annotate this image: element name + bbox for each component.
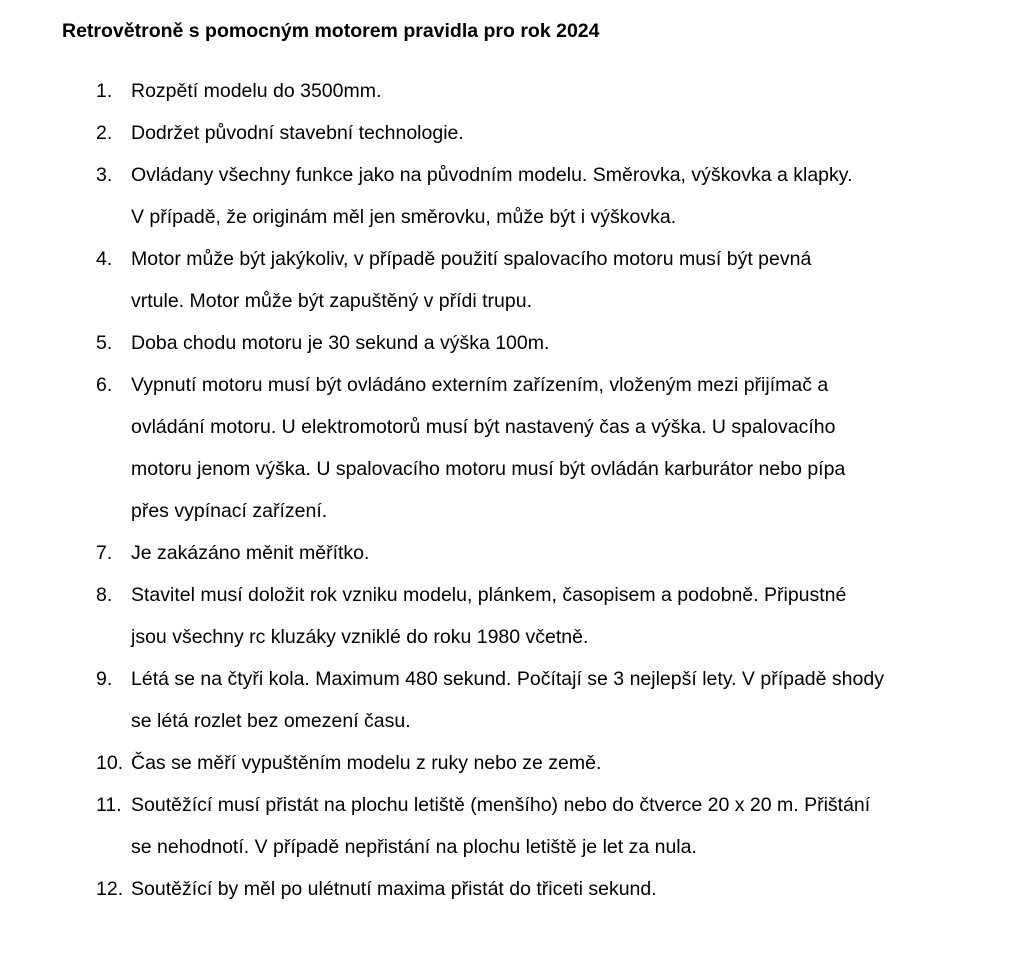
rule-text-line: Doba chodu motoru je 30 sekund a výška 100m. bbox=[131, 332, 550, 354]
rule-item bbox=[96, 322, 996, 364]
rule-number: 2. bbox=[96, 122, 113, 144]
rule-item bbox=[96, 112, 996, 154]
rule-number: 5. bbox=[96, 332, 113, 354]
rule-text-line: Je zakázáno měnit měřítko. bbox=[131, 542, 370, 564]
rule-item bbox=[96, 658, 996, 742]
rule-text-line: vrtule. Motor může být zapuštěný v přídi trupu. bbox=[131, 290, 533, 312]
rule-text-line: Ovládany všechny funkce jako na původním modelu. Směrovka, výškovka a klapky. bbox=[131, 164, 853, 186]
rule-item bbox=[96, 532, 996, 574]
rule-number: 9. bbox=[96, 668, 113, 690]
rule-number: 7. bbox=[96, 542, 113, 564]
rule-text-line: se létá rozlet bez omezení času. bbox=[131, 710, 411, 732]
document-title: Retrovětroně s pomocným motorem pravidla pro rok 2024 bbox=[62, 20, 600, 42]
rule-text-line: Létá se na čtyři kola. Maximum 480 sekund. Počítají se 3 nejlepší lety. V případě shody bbox=[131, 668, 884, 690]
rule-item bbox=[96, 868, 996, 910]
rule-text-line: Vypnutí motoru musí být ovládáno externím zařízením, vloženým mezi přijímač a bbox=[131, 374, 829, 396]
rule-number: 6. bbox=[96, 374, 113, 396]
rule-number: 8. bbox=[96, 584, 113, 606]
rule-number: 12. bbox=[96, 878, 124, 900]
rule-item bbox=[96, 574, 996, 658]
rule-text-line: Rozpětí modelu do 3500mm. bbox=[131, 80, 382, 102]
rule-number: 4. bbox=[96, 248, 113, 270]
rule-text-line: ovládání motoru. U elektromotorů musí být nastavený čas a výška. U spalovacího bbox=[131, 416, 836, 438]
rule-text-line: V případě, že originám měl jen směrovku, může být i výškovka. bbox=[131, 206, 677, 228]
rule-text-line: Motor může být jakýkoliv, v případě použití spalovacího motoru musí být pevná bbox=[131, 248, 812, 270]
rule-number: 10. bbox=[96, 752, 124, 774]
rule-text-line: Soutěžící by měl po ulétnutí maxima přistát do třiceti sekund. bbox=[131, 878, 657, 900]
rule-number: 3. bbox=[96, 164, 113, 186]
rule-item bbox=[96, 154, 996, 238]
rule-text-line: se nehodnotí. V případě nepřistání na plochu letiště je let za nula. bbox=[131, 836, 697, 858]
rule-text-line: Čas se měří vypuštěním modelu z ruky nebo ze země. bbox=[131, 752, 602, 774]
rule-item bbox=[96, 70, 996, 112]
rule-text-line: Dodržet původní stavební technologie. bbox=[131, 122, 464, 144]
rule-item bbox=[96, 364, 996, 532]
rule-item bbox=[96, 742, 996, 784]
rule-text-line: Soutěžící musí přistát na plochu letiště (menšího) nebo do čtverce 20 x 20 m. Přištání bbox=[131, 794, 871, 816]
rule-number: 1. bbox=[96, 80, 113, 102]
rule-item bbox=[96, 784, 996, 868]
rule-text-line: přes vypínací zařízení. bbox=[131, 500, 328, 522]
rule-text-line: motoru jenom výška. U spalovacího motoru musí být ovládán karburátor nebo pípa bbox=[131, 458, 846, 480]
rule-text-line: jsou všechny rc kluzáky vzniklé do roku 1980 včetně. bbox=[131, 626, 589, 648]
rules-list bbox=[96, 70, 996, 910]
rule-text-line: Stavitel musí doložit rok vzniku modelu, plánkem, časopisem a podobně. Připustné bbox=[131, 584, 847, 606]
rule-number: 11. bbox=[96, 794, 122, 816]
rule-item bbox=[96, 238, 996, 322]
